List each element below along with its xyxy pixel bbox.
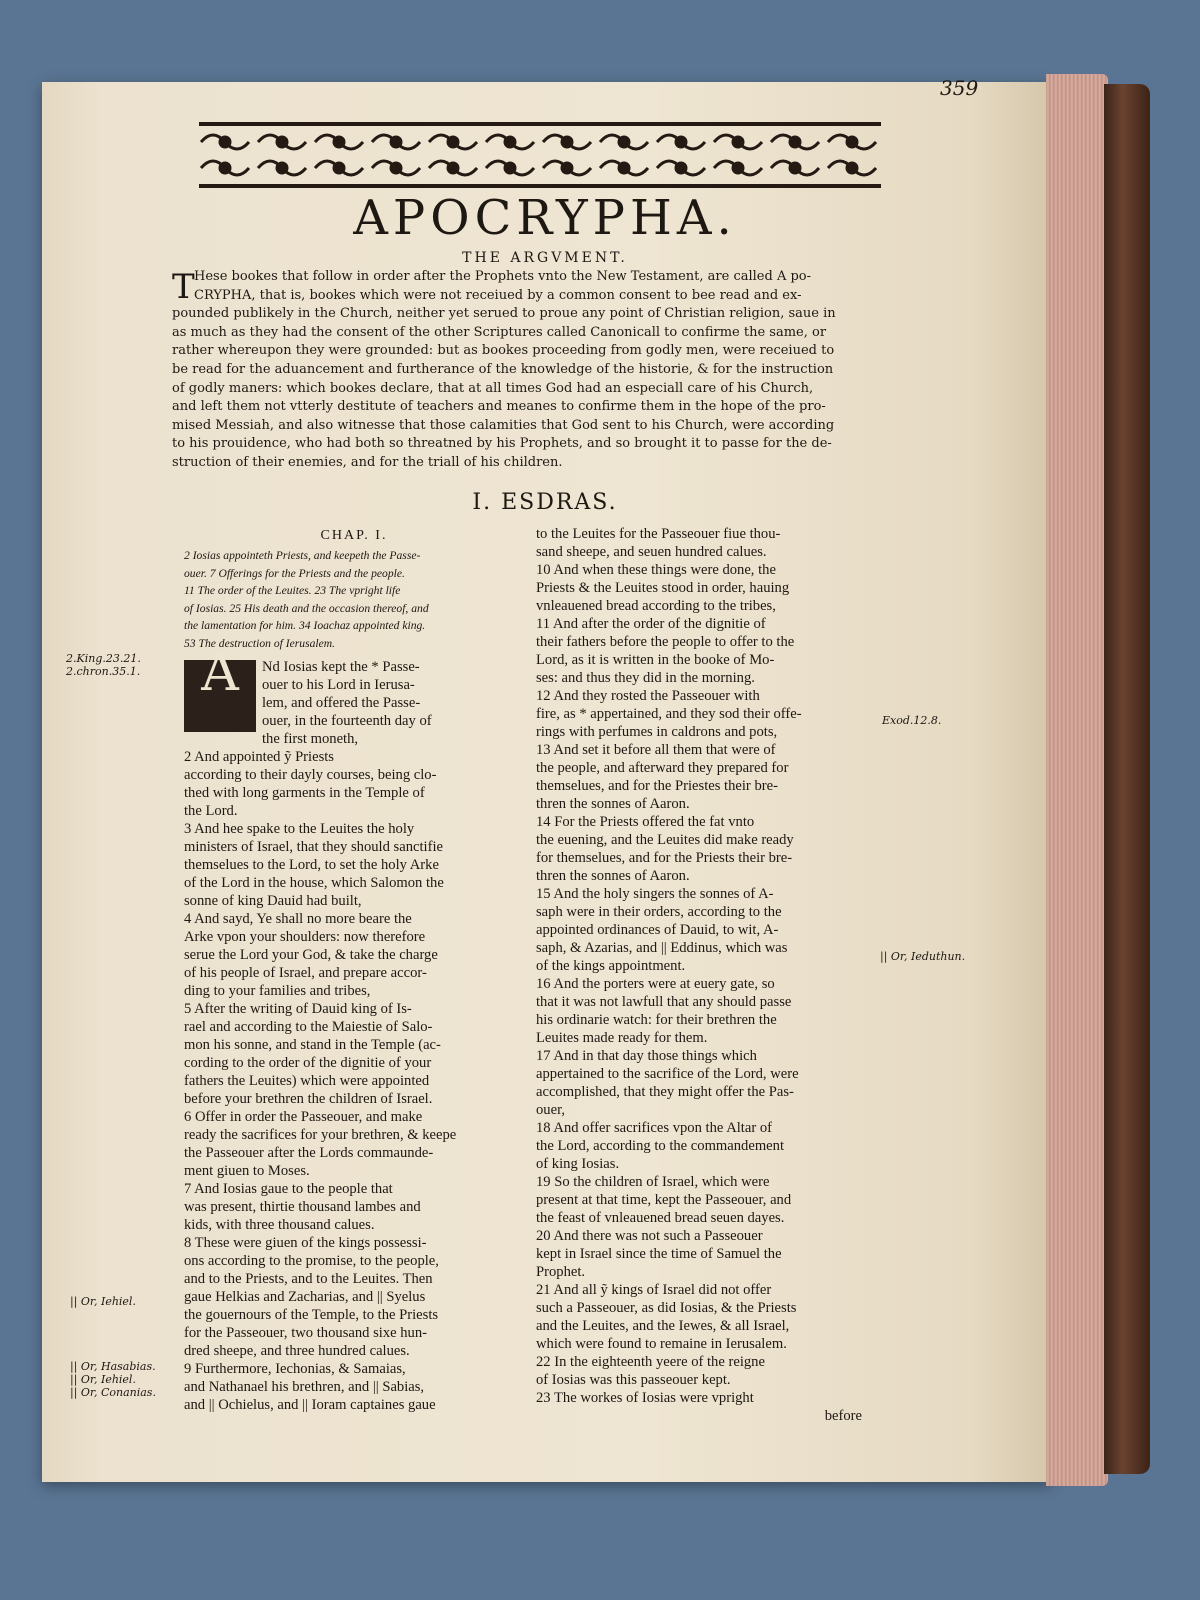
argument-line: pounded publikely in the Church, neither yet serued to proue any point of Christian religion, saue in [172, 306, 836, 322]
headpiece-boss [334, 137, 344, 147]
text-line: appertained to the sacrifice of the Lord, were [536, 1066, 799, 1082]
page-edges [1046, 74, 1108, 1486]
headpiece-boss [334, 163, 344, 173]
text-line: saph were in their orders, according to the [536, 904, 782, 920]
headpiece-boss [277, 137, 287, 147]
headpiece-boss [790, 137, 800, 147]
text-line: the Passeouer after the Lords commaunde- [184, 1145, 434, 1161]
text-line: and || Ochielus, and || Ioram captaines gaue [184, 1397, 436, 1413]
text-line: of Iosias was this passeouer kept. [536, 1372, 731, 1388]
text-line: 17 And in that day those things which [536, 1048, 757, 1064]
book-spine [1104, 84, 1150, 1474]
right-column [536, 525, 876, 1425]
text-line: Leuites made ready for them. [536, 1030, 708, 1046]
page-number: 359 [940, 76, 979, 100]
text-line: serue the Lord your God, & take the charge [184, 947, 438, 963]
text-line: appointed ordinances of Dauid, to wit, A- [536, 922, 779, 938]
text-line: was present, thirtie thousand lambes and [184, 1199, 421, 1215]
text-line: 8 These were giuen of the kings possessi- [184, 1235, 427, 1251]
text-line: that it was not lawfull that any should passe [536, 994, 792, 1010]
text-line: saph, & Azarias, and || Eddinus, which was [536, 940, 788, 956]
text-line: to the Leuites for the Passeouer fiue thou- [536, 526, 781, 542]
headpiece-boss [220, 137, 230, 147]
text-line: 12 And they rosted the Passeouer with [536, 688, 760, 704]
text-line: ouer, [536, 1102, 565, 1118]
headpiece-boss [448, 163, 458, 173]
text-line: his ordinarie watch: for their brethren the [536, 1012, 777, 1028]
margin-note-kings: 2.King.23.21. 2.chron.35.1. [66, 652, 141, 678]
text-line: of the Lord in the house, which Salomon the [184, 875, 444, 891]
headpiece-boss [448, 137, 458, 147]
argument-lines [172, 268, 874, 473]
text-line: the first moneth, [262, 731, 359, 747]
text-line: fathers the Leuites) which were appointed [184, 1073, 430, 1089]
text-line: and to the Priests, and to the Leuites. Then [184, 1271, 433, 1287]
text-line: ready the sacrifices for your brethren, & keepe [184, 1127, 457, 1143]
text-line: such a Passeouer, as did Iosias, & the Priests [536, 1300, 797, 1316]
text-line: ses: and thus they did in the morning. [536, 670, 755, 686]
headpiece-boss [733, 137, 743, 147]
margin-note-exodus: Exod.12.8. [882, 714, 942, 727]
book-title: I. ESDRAS. [472, 490, 618, 515]
text-line: cording to the order of the dignitie of your [184, 1055, 432, 1071]
text-line: themselues, and for the Priestes their bre- [536, 778, 778, 794]
text-line: themselues to the Lord, to set the holy Arke [184, 857, 439, 873]
text-line: which were found to remaine in Ierusalem. [536, 1336, 787, 1352]
argument-line: of godly maners: which bookes declare, that at all times God had an especiall care of his Church, [172, 380, 814, 396]
text-line: 11 And after the order of the dignitie of [536, 616, 766, 632]
headpiece-boss [391, 163, 401, 173]
text-line: and the Leuites, and the Iewes, & all Israel, [536, 1318, 790, 1334]
argument-line: Hese bookes that follow in order after the Prophets vnto the New Testament, are called A po- [194, 269, 812, 284]
text-line: 21 And all ỹ kings of Israel did not offer [536, 1282, 772, 1298]
text-line: rings with perfumes in caldrons and pots, [536, 724, 778, 740]
text-line: 22 In the eighteenth yeere of the reigne [536, 1354, 765, 1370]
summary-line: of Iosias. 25 His death and the occasion thereof, and [184, 601, 429, 615]
ornamental-headpiece [195, 116, 885, 194]
text-line: ding to your families and tribes, [184, 983, 371, 999]
text-line: before your brethren the children of Israel. [184, 1091, 433, 1107]
headpiece-boss [676, 137, 686, 147]
text-line: thren the sonnes of Aaron. [536, 796, 690, 812]
text-line: Arke vpon your shoulders: now therefore [184, 929, 426, 945]
argument-line: to his prouidence, who had both so threatned by his Prophets, and so brought it to passe for the de- [172, 436, 832, 452]
summary-line: 11 The order of the Leuites. 23 The vpright life [184, 584, 401, 597]
text-line: Prophet. [536, 1264, 586, 1280]
summary-line: ouer. 7 Offerings for the Priests and the people. [184, 566, 405, 580]
text-line: 7 And Iosias gaue to the people that [184, 1181, 393, 1197]
headpiece-boss [733, 163, 743, 173]
text-line: the euening, and the Leuites did make ready [536, 832, 794, 848]
argument-title: THE ARGVMENT. [462, 250, 628, 266]
text-line: 10 And when these things were done, the [536, 562, 776, 578]
text-line: 4 And sayd, Ye shall no more beare the [184, 911, 412, 927]
headpiece-boss [790, 163, 800, 173]
text-line: ouer, in the fourteenth day of [262, 713, 432, 729]
text-line: Nd Iosias kept the * Passe- [262, 659, 420, 675]
text-line: 3 And hee spake to the Leuites the holy [184, 821, 415, 837]
text-line: Lord, as it is written in the booke of Mo- [536, 652, 775, 668]
argument-text [172, 268, 874, 473]
argument-line: CRYPHA, that is, bookes which were not receiued by a common consent to bee read and ex- [194, 287, 802, 303]
summary-line: 2 Iosias appointeth Priests, and keepeth the Passe- [184, 549, 421, 562]
catchword: before [824, 1408, 862, 1424]
chapter-summary [184, 547, 524, 652]
headpiece-boss [277, 163, 287, 173]
text-line: 15 And the holy singers the sonnes of A- [536, 886, 774, 902]
text-line: accomplished, that they might offer the Pas- [536, 1084, 794, 1100]
headpiece-boss [562, 137, 572, 147]
text-line: thed with long garments in the Temple of [184, 785, 425, 801]
headpiece-boss [676, 163, 686, 173]
margin-note-iehiel: || Or, Iehiel. [70, 1295, 136, 1308]
argument-line: be read for the aduancement and furtherance of the knowledge of the historie, & for the instruction [172, 361, 834, 377]
text-line: for themselues, and for the Priests their bre- [536, 850, 793, 866]
text-line: mon his sonne, and stand in the Temple (ac- [184, 1037, 441, 1053]
text-line: 5 After the writing of Dauid king of Is- [184, 1001, 412, 1017]
argument-line: and left them not vtterly destitute of teachers and meanes to confirme them in the hope of the pro- [172, 399, 826, 415]
text-line: the people, and afterward they prepared for [536, 760, 789, 776]
summary-line: 53 The destruction of Ierusalem. [184, 636, 336, 650]
text-line: 19 So the children of Israel, which were [536, 1174, 770, 1190]
page-title: APOCRYPHA. [353, 190, 737, 246]
text-line: 2 And appointed ỹ Priests [184, 749, 334, 765]
chapter-heading: CHAP. I. [320, 528, 388, 543]
text-line: of his people of Israel, and prepare accor- [184, 965, 427, 981]
text-line: fire, as * appertained, and they sod their offe- [536, 706, 802, 722]
margin-note-group: || Or, Hasabias. || Or, Iehiel. || Or, Conanias. [70, 1360, 156, 1399]
text-line: sonne of king Dauid had built, [184, 893, 362, 909]
headpiece-boss [847, 163, 857, 173]
argument-line: struction of their enemies, and for the triall of his children. [172, 454, 563, 470]
text-line: thren the sonnes of Aaron. [536, 868, 690, 884]
text-line: kids, with three thousand calues. [184, 1217, 375, 1233]
headpiece-boss [847, 137, 857, 147]
headpiece-boss [505, 163, 515, 173]
argument-line: rather whereupon they were grounded: but as bookes proceeding from godly men, were receiued to [172, 343, 835, 359]
text-line: ment giuen to Moses. [184, 1163, 310, 1179]
text-line: and Nathanael his brethren, and || Sabias, [184, 1379, 425, 1395]
text-line: 6 Offer in order the Passeouer, and make [184, 1109, 423, 1125]
text-line: Priests & the Leuites stood in order, hauing [536, 580, 790, 596]
text-line: dred sheepe, and three hundred calues. [184, 1343, 410, 1359]
headpiece-boss [619, 137, 629, 147]
text-line: 18 And offer sacrifices vpon the Altar of [536, 1120, 773, 1136]
text-line: the Lord, according to the commandement [536, 1138, 785, 1154]
text-line: the feast of vnleauened bread seuen dayes. [536, 1210, 785, 1226]
margin-note-ieduthun: || Or, Ieduthun. [880, 950, 966, 963]
summary-line: the lamentation for him. 34 Ioachaz appointed king. [184, 619, 426, 632]
text-line: 14 For the Priests offered the fat vnto [536, 814, 755, 830]
decorated-initial: A [184, 660, 256, 732]
headpiece-boss [619, 163, 629, 173]
text-line: 23 The workes of Iosias were vpright [536, 1390, 754, 1406]
text-line: gaue Helkias and Zacharias, and || Syelus [184, 1289, 426, 1305]
argument-initial: T [172, 267, 195, 307]
text-line: 9 Furthermore, Iechonias, & Samaias, [184, 1361, 406, 1377]
text-line: the gouernours of the Temple, to the Priests [184, 1307, 439, 1323]
headpiece-boss [505, 137, 515, 147]
left-column [184, 525, 524, 1414]
text-line: their fathers before the people to offer to the [536, 634, 795, 650]
argument-line: as much as they had the consent of the other Scriptures called Canonicall to confirme the same, or [172, 324, 827, 340]
right-column-text [536, 525, 876, 1407]
text-line: the Lord. [184, 803, 238, 819]
text-line: kept in Israel since the time of Samuel the [536, 1246, 782, 1262]
text-line: ouer to his Lord in Ierusa- [262, 677, 415, 693]
text-line: of the kings appointment. [536, 958, 686, 974]
headpiece-boss [220, 163, 230, 173]
text-line: 16 And the porters were at euery gate, so [536, 976, 775, 992]
text-line: of king Iosias. [536, 1156, 620, 1172]
text-line: 13 And set it before all them that were of [536, 742, 776, 758]
text-line: present at that time, kept the Passeouer, and [536, 1192, 792, 1208]
text-line: 20 And there was not such a Passeouer [536, 1228, 763, 1244]
text-line: for the Passeouer, two thousand sixe hun- [184, 1325, 428, 1341]
text-line: lem, and offered the Passe- [262, 695, 421, 711]
argument-line: mised Messiah, and also witnesse that those calamities that God sent to his Church, were according [172, 417, 835, 433]
text-line: ons according to the promise, to the people, [184, 1253, 439, 1269]
text-line: rael and according to the Maiestie of Salo- [184, 1019, 433, 1035]
headpiece-boss [391, 137, 401, 147]
headpiece-boss [562, 163, 572, 173]
text-line: according to their dayly courses, being clo- [184, 767, 437, 783]
left-column-text [184, 748, 524, 1414]
text-line: sand sheepe, and seuen hundred calues. [536, 544, 767, 560]
text-line: vnleauened bread according to the tribes, [536, 598, 776, 614]
text-line: ministers of Israel, that they should sanctifie [184, 839, 443, 855]
